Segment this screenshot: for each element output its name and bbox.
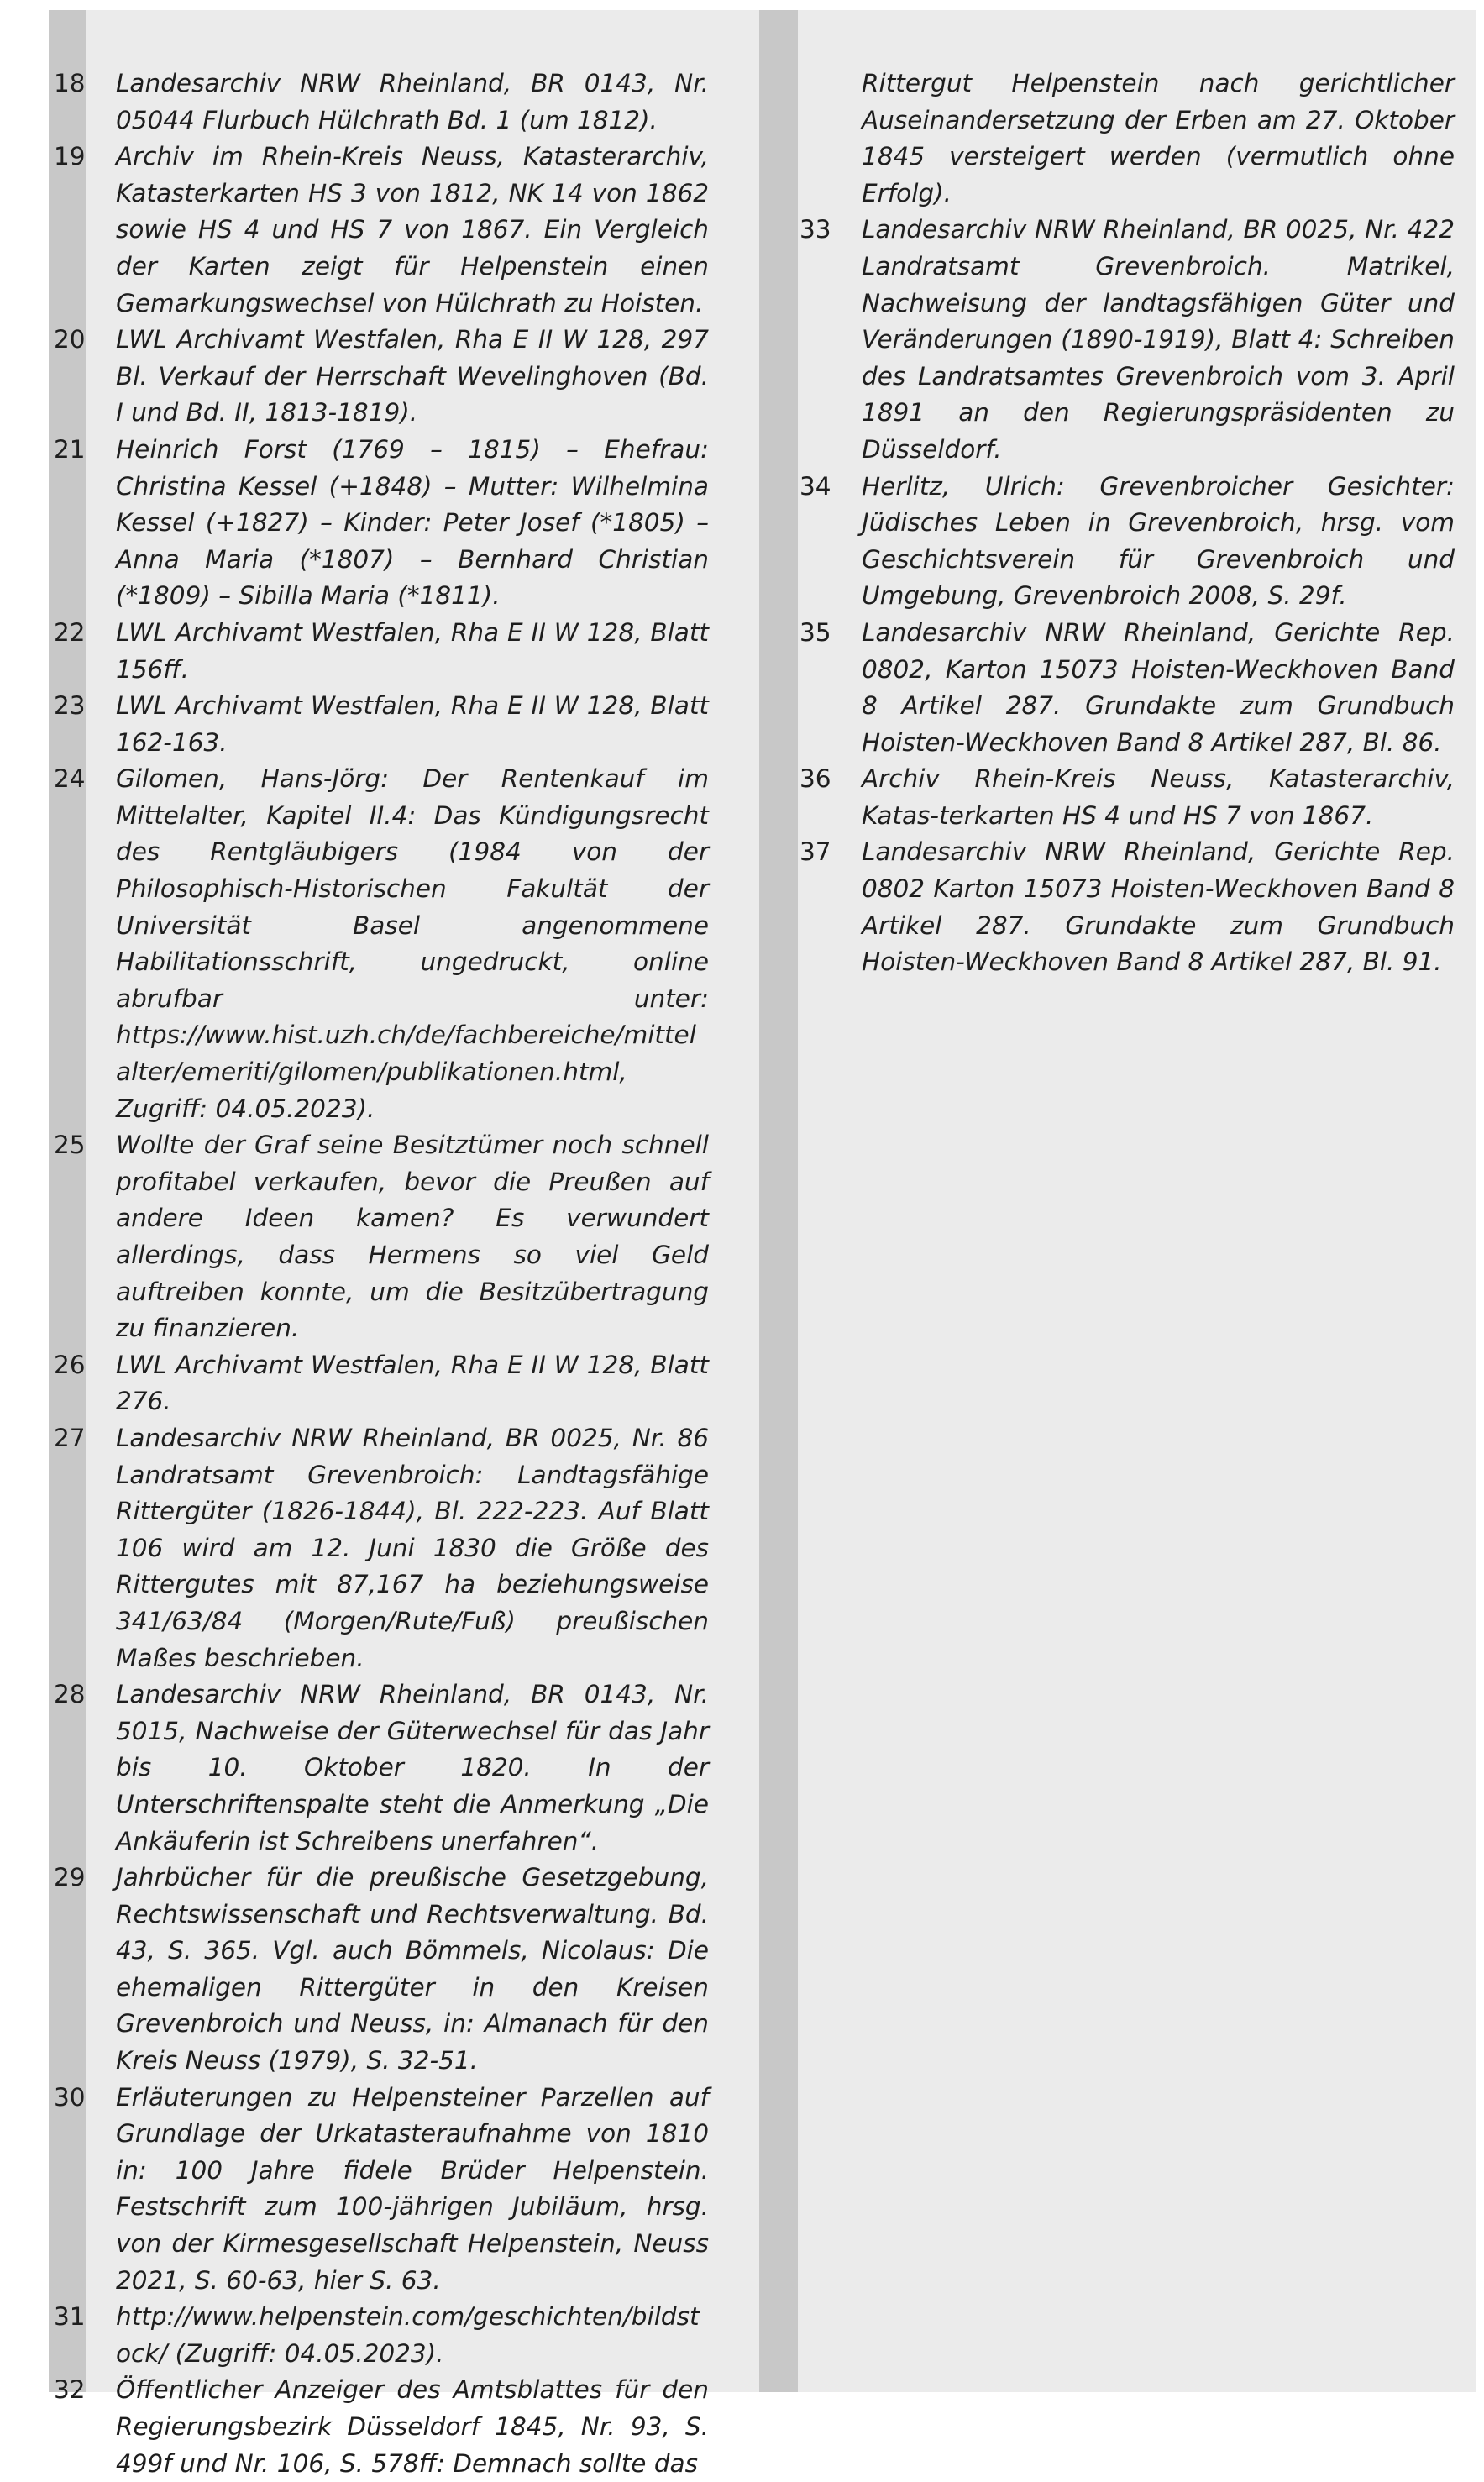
- footnote-number: 25: [54, 1131, 86, 1160]
- footnote-number: 21: [54, 434, 86, 464]
- footnote-number: 30: [54, 2082, 86, 2112]
- footnote-text: Archiv Rhein-Kreis Neuss, Katasterarchiv, Katas-terkarten HS 4 und HS 7 von 1867.: [862, 764, 1455, 830]
- footnote-number: 27: [54, 1423, 86, 1452]
- footnote-text: Landesarchiv NRW Rheinland, BR 0025, Nr. 422 Landratsamt Grevenbroich. Matrikel, Nachweisung der landtagsfähigen Güter und Veränderungen (1890-1919), Blatt 4: Schreiben des Landratsamtes Grevenbroich vom 3. April 1891 an den Regierungspräsidenten zu Düsseldorf.: [862, 215, 1455, 464]
- footnote-number: 36: [800, 764, 831, 794]
- footnote-32-continued: [800, 66, 1455, 212]
- footnote-number: 28: [54, 1680, 86, 1709]
- footnote-text: Landesarchiv NRW Rheinland, Gerichte Rep. 0802, Karton 15073 Hoisten-Weckhoven Band 8 Artikel 287. Grundakte zum Grundbuch Hoisten-Weckhoven Band 8 Artikel 287, Bl. 86.: [862, 617, 1455, 757]
- footnote-text: Wollte der Graf seine Besitztümer noch schnell profitabel verkaufen, bevor die Preußen auf andere Ideen kamen? Es verwundert allerdings, dass Hermens so viel Geld auftreiben konnte, um die Besitzübertragung zu finanzieren.: [116, 1131, 709, 1343]
- footnote-33: [800, 212, 1455, 468]
- footnote-23: [54, 688, 709, 761]
- footnote-text: LWL Archivamt Westfalen, Rha E II W 128, Blatt 162-163.: [116, 691, 709, 757]
- footnotes-left-column: [54, 66, 709, 2482]
- footnote-31: [54, 2299, 709, 2372]
- footnote-number: 18: [54, 69, 86, 97]
- footnote-24: [54, 761, 709, 1127]
- footnote-number: 24: [54, 764, 86, 794]
- footnote-text: Heinrich Forst (1769 – 1815) – Ehefrau: Christina Kessel (+1848) – Mutter: Wilhelmina Kessel (+1827) – Kinder: Peter Josef (*1805) – Anna Maria (*1807) – Bernhard Christian (*1809) – Sibilla Maria (*1811).: [116, 434, 709, 611]
- footnote-32: [54, 2372, 709, 2482]
- footnote-18: [54, 66, 709, 139]
- footnote-22: [54, 615, 709, 688]
- footnote-text: Landesarchiv NRW Rheinland, BR 0143, Nr. 05044 Flurbuch Hülchrath Bd. 1 (um 1812).: [116, 69, 709, 134]
- footnote-36: [800, 761, 1455, 834]
- footnote-number: 34: [800, 471, 831, 501]
- footnote-26: [54, 1347, 709, 1420]
- footnote-text: Archiv im Rhein-Kreis Neuss, Katasterarchiv, Katasterkarten HS 3 von 1812, NK 14 von 1862 sowie HS 4 und HS 7 von 1867. Ein Vergleich der Karten zeigt für Helpenstein einen Gemarkungswechsel von Hülchrath zu Hoisten.: [116, 142, 709, 317]
- footnote-text: LWL Archivamt Westfalen, Rha E II W 128, Blatt 276.: [116, 1350, 709, 1416]
- footnote-number: 31: [54, 2302, 86, 2332]
- footnote-30: [54, 2080, 709, 2300]
- footnote-number: 29: [54, 1863, 86, 1892]
- footnote-text: Rittergut Helpenstein nach gerichtlicher Auseinandersetzung der Erben am 27. Oktober 1845 versteigert werden (vermutlich ohne Erfolg).: [862, 69, 1455, 207]
- center-divider-strip: [759, 10, 798, 2392]
- footnote-34: [800, 469, 1455, 615]
- footnote-20: [54, 322, 709, 432]
- footnote-number: 22: [54, 617, 86, 647]
- footnote-text: LWL Archivamt Westfalen, Rha E II W 128, 297 Bl. Verkauf der Herrschaft Wevelinghoven (Bd. I und Bd. II, 1813-1819).: [116, 325, 709, 428]
- footnote-text: Herlitz, Ulrich: Grevenbroicher Gesichter: Jüdisches Leben in Grevenbroich, hrsg. vom Geschichtsverein für Grevenbroich und Umgebung, Grevenbroich 2008, S. 29f.: [862, 471, 1455, 611]
- footnote-19: [54, 139, 709, 322]
- footnote-text: Jahrbücher für die preußische Gesetzgebung, Rechtswissenschaft und Rechtsverwaltung. Bd. 43, S. 365. Vgl. auch Bömmels, Nicolaus: Die ehemaligen Rittergüter in den Kreisen Grevenbroich und Neuss, in: Almanach für den Kreis Neuss (1979), S. 32-51.: [116, 1863, 709, 2075]
- footnote-29: [54, 1860, 709, 2080]
- footnote-text: LWL Archivamt Westfalen, Rha E II W 128, Blatt 156ff.: [116, 617, 709, 684]
- footnote-text: Erläuterungen zu Helpensteiner Parzellen auf Grundlage der Urkatasteraufnahme von 1810 in: 100 Jahre fidele Brüder Helpenstein. Festschrift zum 100-jährigen Jubiläum, hrsg. von der Kirmesgesellschaft Helpenstein, Neuss 2021, S. 60-63, hier S. 63.: [116, 2082, 709, 2295]
- footnote-number: 26: [54, 1350, 86, 1379]
- footnote-35: [800, 615, 1455, 761]
- footnote-37: [800, 834, 1455, 980]
- footnote-text: Landesarchiv NRW Rheinland, Gerichte Rep. 0802 Karton 15073 Hoisten-Weckhoven Band 8 Artikel 287. Grundakte zum Grundbuch Hoisten-Weckhoven Band 8 Artikel 287, Bl. 91.: [862, 837, 1455, 977]
- footnote-number: 19: [54, 142, 86, 171]
- footnote-number: 32: [54, 2375, 86, 2405]
- footnote-28: [54, 1677, 709, 1860]
- footnote-number: 37: [800, 837, 831, 867]
- footnote-text: Landesarchiv NRW Rheinland, BR 0143, Nr. 5015, Nachweise der Güterwechsel für das Jahr bis 10. Oktober 1820. In der Unterschriftenspalte steht die Anmerkung „Die Ankäuferin ist Schreibens unerfahren“.: [116, 1680, 709, 1855]
- footnote-number: 33: [800, 215, 831, 244]
- footnote-text: http://www.helpenstein.com/geschichten/bildstock/ (Zugriff: 04.05.2023).: [116, 2302, 700, 2368]
- footnote-number: 20: [54, 325, 86, 354]
- footnote-text: Gilomen, Hans-Jörg: Der Rentenkauf im Mittelalter, Kapitel II.4: Das Kündigungsrecht des Rentgläubigers (1984 von der Philosophisch-Historischen Fakultät der Universität Basel angenommene Habilitationsschrift, ungedruckt, online abrufbar unter: https://www.hist.uzh.ch/de/fachbereiche/mittelalter/emeriti/gilomen/publikationen.html, Zugriff: 04.05.2023).: [116, 764, 709, 1123]
- footnote-text: Landesarchiv NRW Rheinland, BR 0025, Nr. 86 Landratsamt Grevenbroich: Landtagsfähige Rittergüter (1826-1844), Bl. 222-223. Auf Blatt 106 wird am 12. Juni 1830 die Größe des Rittergutes mit 87,167 ha beziehungsweise 341/63/84 (Morgen/Rute/Fuß) preußischen Maßes beschrieben.: [116, 1423, 709, 1672]
- footnote-25: [54, 1127, 709, 1347]
- footnotes-right-column: [800, 66, 1455, 981]
- footnote-27: [54, 1420, 709, 1677]
- footnote-number: 23: [54, 691, 86, 721]
- footnote-21: [54, 432, 709, 615]
- footnote-text: Öffentlicher Anzeiger des Amtsblattes für den Regierungsbezirk Düsseldorf 1845, Nr. 93, S. 499f und Nr. 106, S. 578ff: Demnach sollte das: [116, 2375, 709, 2478]
- footnote-number: 35: [800, 617, 831, 647]
